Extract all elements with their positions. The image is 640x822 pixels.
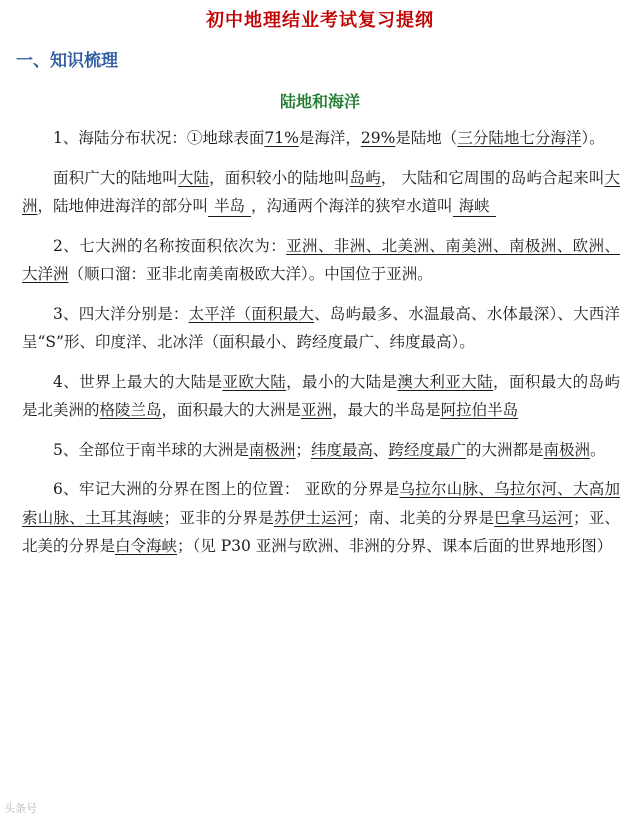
text: ，陆地伸进海洋的部分叫 bbox=[37, 197, 209, 215]
sub-heading: 陆地和海洋 bbox=[279, 92, 360, 111]
paragraph-largest bbox=[22, 368, 620, 425]
answer: 大陆 bbox=[177, 168, 210, 187]
text: ，面积较小的陆地叫 bbox=[209, 168, 350, 187]
text: ，最大的半岛是 bbox=[332, 401, 441, 419]
answer: 亚洲 bbox=[301, 401, 333, 419]
text: ；亚、北美的分界是 bbox=[22, 508, 620, 555]
document-title: 初中地理结业考试复习提纲 bbox=[206, 10, 434, 31]
text: 是陆地（ bbox=[395, 129, 458, 147]
paragraph-land-terms bbox=[22, 164, 620, 221]
text: ）。 bbox=[581, 129, 605, 147]
paragraph-continents bbox=[22, 232, 620, 289]
answer: 格陵兰岛 bbox=[99, 401, 162, 419]
text: ； bbox=[295, 440, 311, 459]
answer: 29% bbox=[360, 129, 396, 147]
text: 面积广大的陆地叫 bbox=[53, 168, 178, 187]
body-text bbox=[22, 124, 620, 572]
text: ；（见 P30 亚洲与欧洲、非洲的分界、课本后面的世界地形图） bbox=[177, 537, 613, 555]
paragraph-oceans bbox=[22, 300, 620, 357]
answer: 巴拿马运河 bbox=[494, 508, 573, 527]
answer: 纬度最高 bbox=[310, 440, 373, 459]
text: （顺口溜：亚非北南美南极欧大洋）。中国位于亚洲。 bbox=[68, 265, 433, 283]
text: 3、四大洋分别是： bbox=[53, 304, 189, 323]
section-heading: 一、知识梳理 bbox=[16, 51, 118, 71]
answer: 南极洲 bbox=[248, 440, 296, 459]
text: ，沟通两个海洋的狭窄水道叫 bbox=[251, 197, 453, 215]
answer: 跨经度最广 bbox=[388, 440, 466, 459]
answer: 亚洲、非洲、北美洲、南美洲、南极洲、欧洲、大洋洲 bbox=[22, 236, 620, 283]
text: ，面积最大的大洲是 bbox=[161, 401, 302, 419]
answer: 南极洲 bbox=[543, 440, 590, 459]
answer: 岛屿 bbox=[349, 168, 381, 187]
answer: 太平洋（面积最大 bbox=[188, 304, 315, 323]
paragraph-southern-hemisphere bbox=[22, 436, 620, 465]
answer: 白令海峡 bbox=[115, 537, 178, 555]
paragraph-boundaries bbox=[22, 475, 620, 561]
text: 2、七大洲的名称按面积依次为： bbox=[53, 236, 287, 255]
answer: 71% bbox=[264, 129, 299, 147]
answer-blank: 半岛 bbox=[208, 196, 251, 217]
text: ；亚非的分界是 bbox=[163, 508, 274, 527]
text: ， 大陆和它周围的岛屿合起来叫 bbox=[380, 168, 605, 187]
text: 。 bbox=[589, 440, 606, 459]
text: 1、海陆分布状况：①地球表面 bbox=[53, 129, 265, 147]
text: 是海洋， bbox=[298, 129, 361, 147]
answer: 澳大利亚大陆 bbox=[397, 372, 494, 391]
answer-blank: 海峡 bbox=[453, 196, 496, 217]
paragraph-land-sea-distribution bbox=[22, 124, 620, 153]
text: ，面积最大的岛屿是北美洲的 bbox=[22, 372, 620, 419]
text: ，最小的大陆是 bbox=[286, 372, 398, 391]
text: 、岛屿最多、水温最高、水体最深）、大西洋呈“S”形、印度洋、北冰洋（面积最小、跨经度最广、纬度最高）。 bbox=[22, 304, 620, 351]
text: 的大洲都是 bbox=[465, 440, 544, 459]
answer: 苏伊士运河 bbox=[273, 508, 353, 527]
text: 、 bbox=[372, 440, 389, 459]
watermark: 头条号 bbox=[4, 802, 37, 815]
text: ；南、北美的分界是 bbox=[352, 508, 495, 527]
answer: 乌拉尔山脉、乌拉尔河、大高加索山脉、土耳其海峡 bbox=[22, 480, 620, 527]
text: 6、牢记大洲的分界在图上的位置： 亚欧的分界是 bbox=[53, 480, 400, 498]
answer: 亚欧大陆 bbox=[222, 372, 287, 391]
text: 5、全部位于南半球的大洲是 bbox=[53, 440, 249, 459]
text: 4、世界上最大的大陆是 bbox=[53, 372, 223, 391]
answer: 三分陆地七分海洋 bbox=[457, 129, 582, 147]
answer: 阿拉伯半岛 bbox=[440, 401, 519, 419]
answer: 大洲 bbox=[22, 168, 620, 215]
